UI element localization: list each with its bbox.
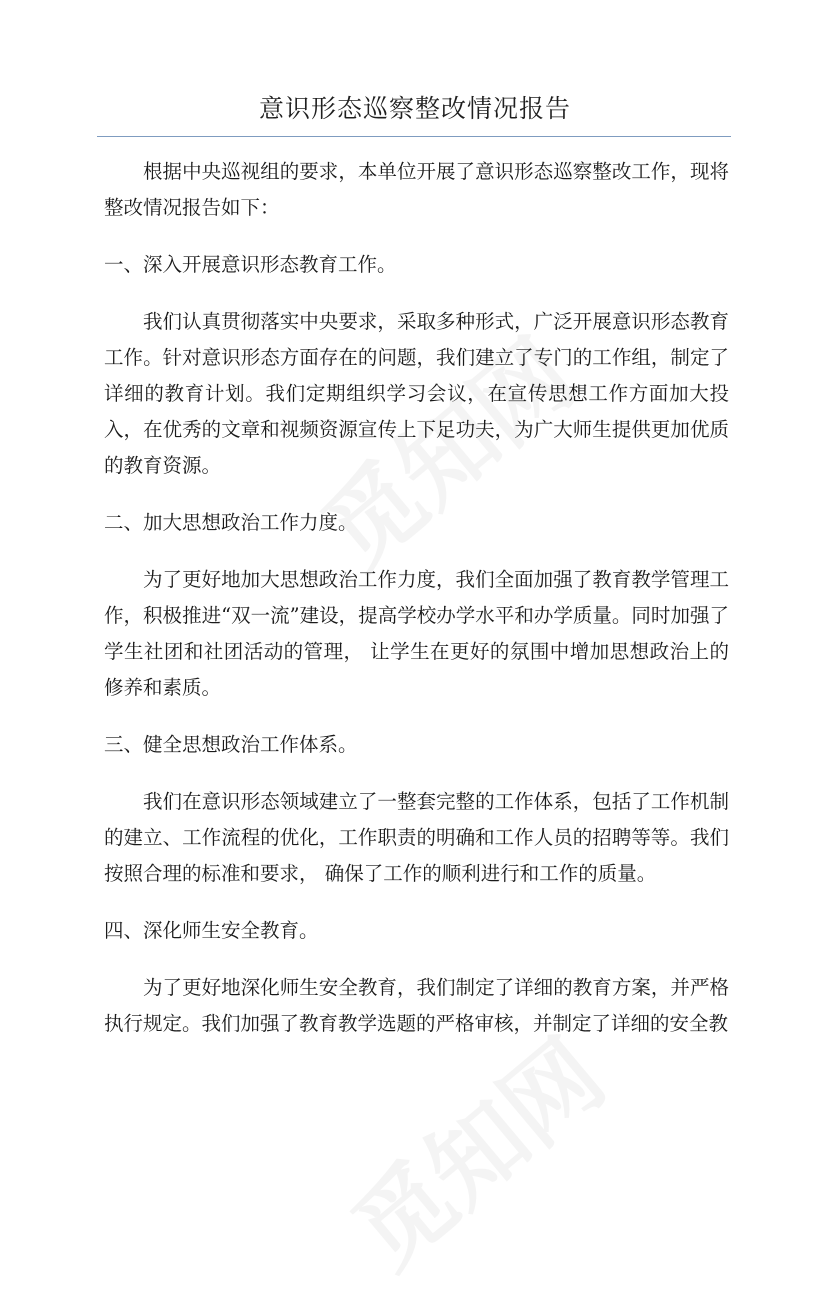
title-divider (97, 136, 731, 137)
paragraph-section-3: 我们在意识形态领域建立了一整套完整的工作体系，包括了工作机制的建立、工作流程的优化，工作职责的明确和工作人员的招聘等等。我们按照合理的标准和要求， 确保了工作的顺利进行和工作的质量。 (104, 790, 729, 885)
document-body (104, 154, 729, 1063)
paragraph-section-1: 我们认真贯彻落实中央要求，采取多种形式，广泛开展意识形态教育工作。针对意识形态方面存在的问题，我们建立了专门的工作组，制定了详细的教育计划。我们定期组织学习会议，在宣传思想工作方面加大投入，在优秀的文章和视频资源宣传上下足功夫，为广大师生提供更加优质的教育资源。 (104, 310, 729, 477)
paragraph-section-4: 为了更好地深化师生安全教育，我们制定了详细的教育方案，并严格执行规定。我们加强了教育教学选题的严格审核，并制定了详细的安全教 (104, 976, 729, 1035)
paragraph-intro: 根据中央巡视组的要求，本单位开展了意识形态巡察整改工作，现将整改情况报告如下： (104, 160, 729, 219)
section-heading-4: 四、深化师生安全教育。 (104, 919, 319, 942)
paragraph-section-2: 为了更好地加大思想政治工作力度，我们全面加强了教育教学管理工作，积极推进“双一流”建设，提高学校办学水平和办学质量。同时加强了学生社团和社团活动的管理， 让学生在更好的氛围中增加思想政治上的修养和素质。 (104, 568, 729, 699)
section-heading-1: 一、深入开展意识形态教育工作。 (104, 253, 397, 276)
document-title: 意识形态巡察整改情况报告 (258, 94, 571, 123)
section-heading-2: 二、加大思想政治工作力度。 (104, 511, 358, 534)
section-heading-3: 三、健全思想政治工作体系。 (104, 733, 358, 756)
